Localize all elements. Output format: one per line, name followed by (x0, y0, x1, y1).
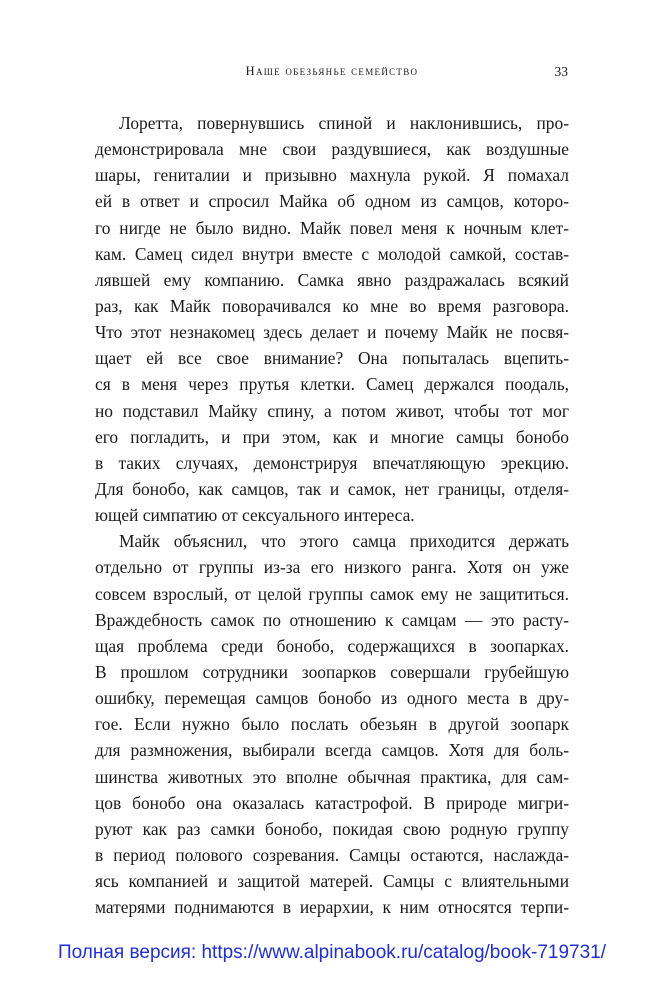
text-line: Майк объяснил, что этого самца приходится держать (119, 531, 569, 552)
text-line: Враждебность самок по отношению к самцам — это расту- (95, 609, 569, 630)
text-line: ей в ответ и спросил Майка об одном из самцов, которо- (95, 191, 569, 212)
text-line: В прошлом сотрудники зоопарков совершали грубейшую (95, 661, 569, 682)
text-line: Лоретта, повернувшись спиной и наклонившись, про- (119, 113, 569, 133)
text-line: цов бонобо она оказалась катастрофой. В природе мигри- (95, 792, 569, 813)
text-line: ющей симпатию от сексуального интереса. (95, 505, 415, 526)
text-line: ошибку, перемещая самцов бонобо из одного места в дру- (95, 688, 569, 709)
text-line: лявшей ему компанию. Самка явно раздражалась всякий (95, 269, 569, 290)
text-line: ясь компанией и защитой матерей. Самцы с влиятельными (95, 871, 569, 892)
text-line: Что этот незнакомец здесь делает и почему Майк не посвя- (95, 322, 569, 343)
text-line: шары, гениталии и призывно махнула рукой. Я помахал (95, 165, 569, 186)
text-line: его погладить, и при этом, как и многие самцы бонобо (95, 426, 569, 447)
text-line: щая проблема среди бонобо, содержащихся в зоопарках. (95, 635, 569, 656)
text-line: совсем взрослый, от целой группы самок ему не защититься. (95, 583, 569, 604)
text-line: Для бонобо, как самцов, так и самок, нет границы, отделя- (95, 478, 569, 499)
running-title: Наше обезьянье семейство (245, 64, 419, 78)
text-line: в таких случаях, демонстрируя впечатляющую эрекцию. (95, 452, 569, 473)
running-header (96, 64, 568, 84)
text-line: щает ей все свое внимание? Она попыталась вцепить- (95, 348, 569, 369)
full-version-link[interactable]: Полная версия: https://www.alpinabook.ru/catalog/book-719731/ (57, 942, 607, 963)
text-line: матерями поднимаются в иерархии, к ним относятся терпи- (95, 897, 569, 918)
text-line: гое. Если нужно было послать обезьян в другой зоопарк (95, 714, 569, 735)
text-line: демонстрировала мне свои раздувшиеся, как воздушные (95, 139, 569, 160)
text-line: отдельно от группы из-за его низкого ранга. Хотя он уже (95, 557, 569, 578)
page-number: 33 (554, 64, 568, 79)
text-line: для размножения, выбирали всегда самцов. Хотя для боль- (95, 740, 569, 761)
text-line: но подставил Майку спину, а потом живот, чтобы тот мог (95, 400, 569, 421)
body-text (95, 110, 569, 920)
text-line: кам. Самец сидел внутри вместе с молодой самкой, состав- (95, 243, 569, 264)
text-line: ся в меня через прутья клетки. Самец держался поодаль, (95, 374, 569, 395)
text-line: го нигде не было видно. Майк повел меня к ночным клет- (95, 217, 569, 238)
text-line: руют как раз самки бонобо, покидая свою родную группу (95, 818, 569, 839)
text-line: в период полового созревания. Самцы остаются, наслажда- (95, 844, 569, 865)
text-line: раз, как Майк поворачивался ко мне во время разговора. (95, 295, 569, 316)
text-line: шинства животных это вполне обычная практика, для сам- (95, 766, 569, 787)
